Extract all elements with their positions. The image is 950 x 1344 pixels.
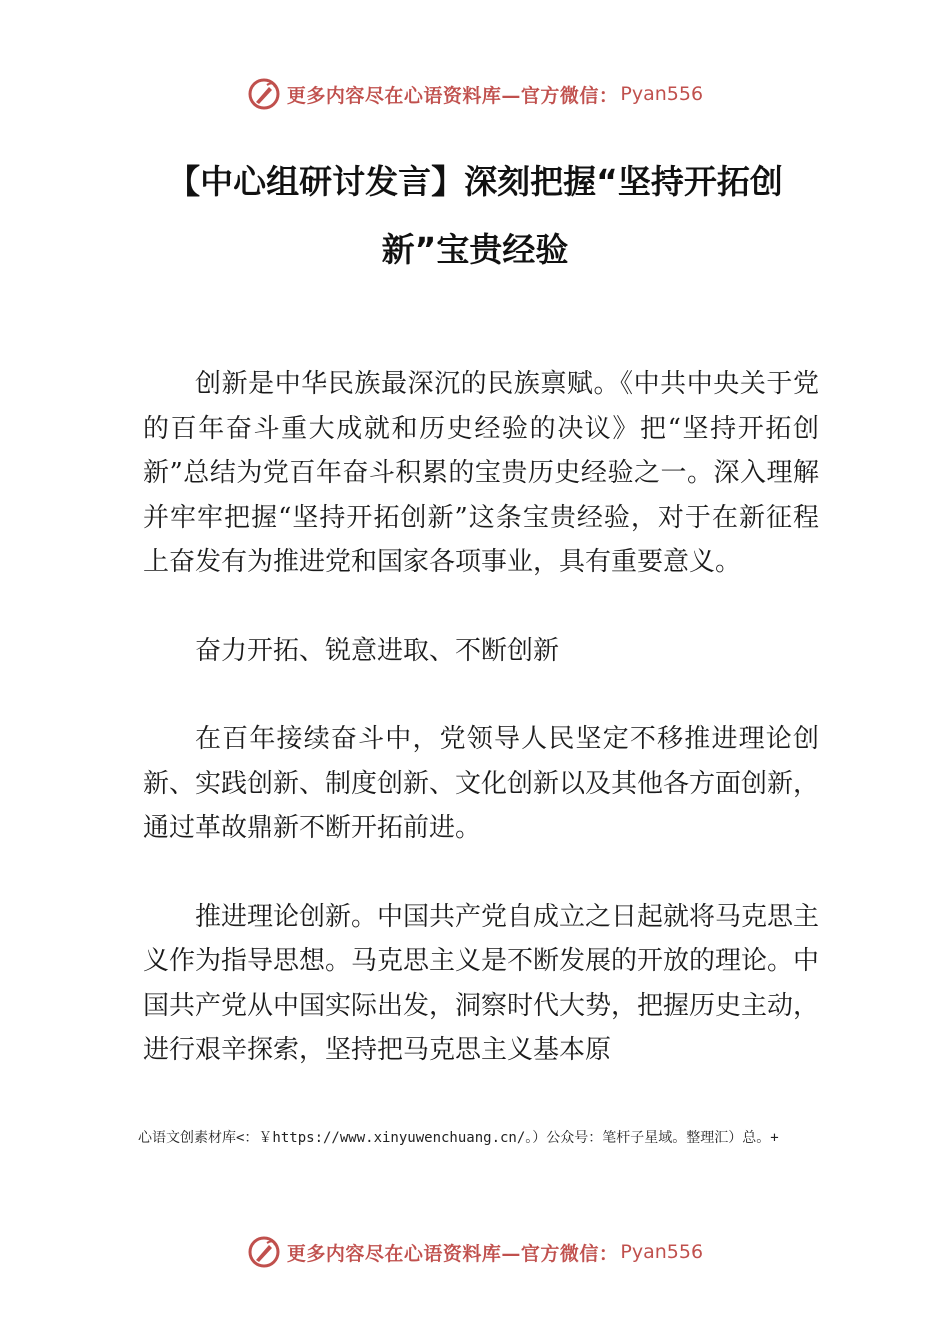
watermark-contact: Pyan556	[620, 1241, 704, 1263]
watermark-text: 更多内容尽在心语资料库—官方微信：	[286, 84, 619, 107]
paragraph: 创新是中华民族最深沉的民族禀赋。《中共中央关于党的百年奋斗重大成就和历史经验的决议》把“坚持开拓创新”总结为党百年奋斗积累的宝贵历史经验之一。深入理解并牢牢把握“坚持开拓创新”这条宝贵经验，对于在新征程上奋发有为推进党和国家各项事业，具有重要意义。	[143, 369, 819, 577]
paragraph: 在百年接续奋斗中，党领导人民坚定不移推进理论创新、实践创新、制度创新、文化创新以及其他各方面创新，通过革故鼎新不断开拓前进。	[143, 724, 820, 843]
document-body	[143, 362, 819, 1073]
pen-logo-icon	[247, 77, 281, 111]
section-heading: 奋力开拓、锐意进取、不断创新	[195, 635, 560, 666]
watermark-contact: Pyan556	[620, 83, 704, 105]
watermark-header	[0, 72, 950, 116]
document-title: 【中心组研讨发言】深刻把握“坚持开拓创新”宝贵经验	[167, 162, 783, 269]
paragraph: 推进理论创新。中国共产党自成立之日起就将马克思主义作为指导思想。马克思主义是不断发展的开放的理论。中国共产党从中国实际出发，洞察时代大势，把握历史主动，进行艰辛探索，坚持把马克思主义基本原	[143, 901, 820, 1065]
watermark-footer	[0, 1230, 950, 1274]
pen-logo-icon	[247, 1235, 281, 1269]
watermark-text: 更多内容尽在心语资料库—官方微信：	[286, 1242, 619, 1265]
footnote: 心语文创素材库<：￥https://www.xinyuwenchuang.cn/。）公众号：笔杆子星域。整理汇）总。+	[138, 1130, 779, 1146]
